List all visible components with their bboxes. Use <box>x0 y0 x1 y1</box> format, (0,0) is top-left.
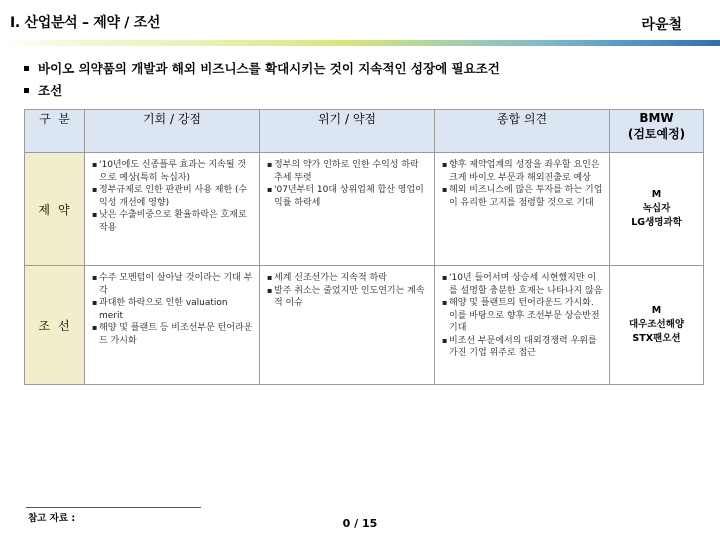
square-bullet-icon: ▪ <box>442 273 448 282</box>
list-item <box>92 322 253 347</box>
list-item-text: '10년에도 신종플루 효과는 지속될 것으로 예상(특히 녹십자) <box>99 160 247 183</box>
list-item-text: 낮은 수출비중으로 환율하락은 호재로 작용 <box>99 210 247 233</box>
square-bullet-icon: ▪ <box>267 273 273 282</box>
summary-bullets <box>24 57 500 101</box>
bullet-list <box>436 267 608 360</box>
list-item <box>92 209 253 234</box>
square-bullet-icon <box>24 88 29 93</box>
list-item <box>92 184 253 209</box>
square-bullet-icon: ▪ <box>92 185 98 194</box>
table-row <box>25 266 704 385</box>
author-name: 라윤철 <box>641 17 682 33</box>
row-section-label: 조선 <box>25 266 85 385</box>
square-bullet-icon: ▪ <box>92 298 98 307</box>
list-item-text: 과대한 하락으로 인한 valuation merit <box>99 298 228 321</box>
list-item-text: 향후 제약업계의 성장을 좌우할 요인은 크게 바이오 부문과 해외진출로 예상 <box>449 160 600 183</box>
table-header-row <box>25 110 704 153</box>
summary-bullet <box>24 79 500 101</box>
list-item-text: 세계 신조선가는 지속적 하락 <box>274 273 387 283</box>
square-bullet-icon: ▪ <box>267 160 273 169</box>
header-overall: 종합 의견 <box>435 110 610 153</box>
square-bullet-icon: ▪ <box>92 160 98 169</box>
bullet-list <box>86 154 258 234</box>
row-section-label: 제약 <box>25 153 85 266</box>
bmw-cell <box>610 266 704 385</box>
bmw-line: STX팬오션 <box>632 333 681 344</box>
square-bullet-icon: ▪ <box>442 298 448 307</box>
reference-note: 참고 자료 : <box>28 513 76 524</box>
list-item <box>92 159 253 184</box>
bmw-cell <box>610 153 704 266</box>
list-item <box>442 297 603 335</box>
list-item <box>442 159 603 184</box>
header-opportunity: 기회 / 강점 <box>85 110 260 153</box>
list-item-text: '10년 들어서며 상승세 시현했지만 이를 설명할 충분한 호재는 나타나지 않음 <box>449 273 603 296</box>
header-bmw-line2: (검토예정) <box>627 127 686 141</box>
footnote-divider <box>26 507 201 508</box>
list-item <box>267 159 428 184</box>
summary-bullet-text: 바이오 의약품의 개발과 해외 비즈니스를 확대시키는 것이 지속적인 성장에 필요조건 <box>38 61 500 76</box>
square-bullet-icon <box>24 66 29 71</box>
square-bullet-icon: ▪ <box>442 185 448 194</box>
bmw-line: 녹십자 <box>642 203 671 214</box>
bmw-line: M <box>651 305 662 316</box>
list-item <box>267 272 428 285</box>
header-gradient-bar <box>0 40 720 46</box>
list-item-text: 해외 비즈니스에 많은 투자를 하는 기업이 유리한 고지를 점령할 것으로 기대 <box>449 185 603 208</box>
bmw-line: M <box>651 189 662 200</box>
opportunity-cell <box>85 153 260 266</box>
bmw-line: LG생명과학 <box>631 217 682 228</box>
header-bmw <box>610 110 704 153</box>
header-threat: 위기 / 약점 <box>260 110 435 153</box>
threat-cell <box>260 266 435 385</box>
list-item <box>442 272 603 297</box>
list-item-text: 발주 취소는 줄었지만 인도연기는 계속적 이슈 <box>274 285 425 308</box>
list-item <box>92 272 253 297</box>
overall-cell <box>435 153 610 266</box>
table-row <box>25 153 704 266</box>
analysis-table <box>24 109 704 385</box>
square-bullet-icon: ▪ <box>442 160 448 169</box>
list-item <box>442 184 603 209</box>
list-item <box>267 184 428 209</box>
page-number: 0 / 15 <box>342 517 378 530</box>
square-bullet-icon: ▪ <box>442 335 448 345</box>
bullet-list <box>261 154 433 209</box>
square-bullet-icon: ▪ <box>267 185 273 194</box>
summary-bullet-text: 조선 <box>38 83 63 98</box>
opportunity-cell <box>85 266 260 385</box>
slide-title: Ⅰ. 산업분석 – 제약 / 조선 <box>10 15 161 31</box>
threat-cell <box>260 153 435 266</box>
square-bullet-icon: ▪ <box>92 323 98 332</box>
list-item-text: 정부규제로 인한 판관비 사용 제한 (수익성 개선에 영향) <box>99 185 248 208</box>
square-bullet-icon: ▪ <box>267 285 273 295</box>
header-bmw-line1: BMW <box>639 111 674 125</box>
list-item-text: 수주 모멘텀이 살아날 것이라는 기대 부각 <box>99 273 253 296</box>
list-item-text: 비조선 부문에서의 대외경쟁력 우위를 가진 기업 위주로 접근 <box>449 335 597 358</box>
list-item-text: 해양 및 플랜트 등 비조선부문 턴어라운드 가시화 <box>99 323 253 346</box>
square-bullet-icon: ▪ <box>92 210 98 219</box>
list-item-text: 정부의 약가 인하로 인한 수익성 하락 추세 뚜렷 <box>274 160 419 183</box>
bullet-list <box>86 267 258 347</box>
bullet-list <box>436 154 608 209</box>
summary-bullet <box>24 57 500 79</box>
header-section: 구 분 <box>25 110 85 153</box>
bmw-line: 대우조선해양 <box>628 319 685 330</box>
list-item-text: 해양 및 플랜트의 턴어라운드 가시화. 이를 바탕으로 향후 조선부문 상승반전 기대 <box>449 298 600 333</box>
list-item <box>267 285 428 310</box>
list-item <box>442 335 603 360</box>
list-item-text: '07년부터 10대 상위업체 합산 영업이익률 하락세 <box>274 185 424 208</box>
list-item <box>92 297 253 322</box>
bullet-list <box>261 267 433 310</box>
overall-cell <box>435 266 610 385</box>
square-bullet-icon: ▪ <box>92 273 98 282</box>
